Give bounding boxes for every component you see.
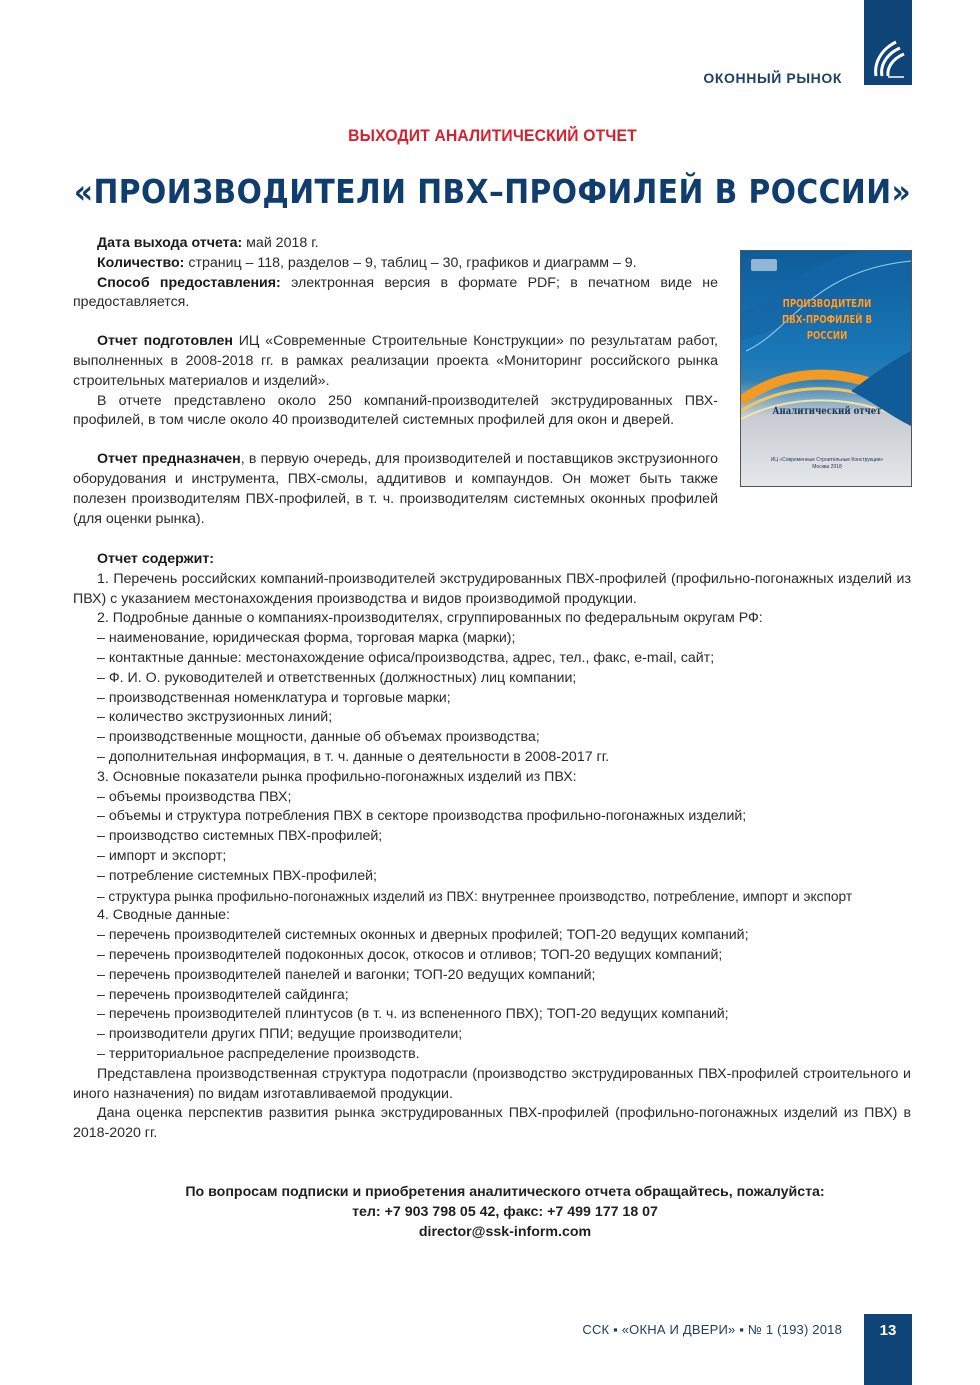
- contents-item: – дополнительная информация, в т. ч. данные о деятельности в 2008-2017 гг.: [97, 748, 610, 765]
- contents-item: 2. Подробные данные о компаниях-производителях, сгруппированных по федеральным округам РФ:: [97, 610, 763, 627]
- cover-title-line-1: ПРОИЗВОДИТЕЛИ: [782, 297, 872, 310]
- brand-tab: [864, 0, 912, 85]
- contents-item: – перечень производителей плинтусов (в т. ч. из вспененного ПВХ); ТОП-20 ведущих компаний;: [97, 1006, 729, 1023]
- contents-item: – производственные мощности, данные об объемах производства;: [97, 729, 540, 746]
- footer-publication: ССК ▪ «ОКНА И ДВЕРИ» ▪ № 1 (193) 2018: [582, 1322, 842, 1337]
- release-date-value: май 2018 г.: [242, 235, 319, 251]
- delivery-value: электронная версия в формате PDF; в печатном виде не предоставляется.: [73, 274, 718, 311]
- section-label: ОКОННЫЙ РЫНОК: [703, 70, 842, 86]
- contents-item: – Ф. И. О. руководителей и ответственных (должностных) лиц компании;: [97, 669, 577, 686]
- intended-text: , в первую очередь, для производителей и поставщиков экструзионного оборудования и инструмента, ПВХ-смолы, аддитивов и компаундов. Он может быть также полезен производителям ПВХ-профилей, в т. ч. производителям системных оконных профилей (для оценки рынка).: [73, 451, 718, 527]
- contact-phones: тел: +7 903 798 05 42, факс: +7 499 177 18 07: [352, 1204, 658, 1220]
- curved-lines-logo-icon: [870, 36, 906, 80]
- contents-item: 4. Сводные данные:: [97, 907, 230, 924]
- intended-paragraph: [73, 450, 718, 529]
- contents-item: – перечень производителей сайдинга;: [97, 986, 349, 1003]
- presented-paragraph: В отчете представлено около 250 компаний-производителей экструдированных ПВХ-профилей, в том числе около 40 производителей системных профилей для окон и дверей.: [73, 392, 718, 429]
- outlook-note: Дана оценка перспектив развития рынка экструдированных ПВХ-профилей (профильно-погонажных изделий из ПВХ) в 2018-2020 гг.: [73, 1105, 911, 1142]
- quantity-line: [73, 254, 718, 274]
- contents-item: – производители других ППИ; ведущие производители;: [97, 1026, 463, 1043]
- contact-email[interactable]: director@ssk-inform.com: [418, 1224, 592, 1240]
- contents-item: 3. Основные показатели рынка профильно-погонажных изделий из ПВХ:: [97, 768, 577, 785]
- contents-item: – перечень производителей системных оконных и дверных профилей; ТОП-20 ведущих компаний;: [97, 927, 749, 944]
- report-intro: [73, 234, 718, 529]
- report-cover-image: [740, 250, 912, 487]
- contents-item: – объемы и структура потребления ПВХ в секторе производства профильно-погонажных изделий;: [97, 808, 747, 825]
- prepared-label: Отчет подготовлен: [97, 333, 233, 350]
- contents-item: 1. Перечень российских компаний-производителей экструдированных ПВХ-профилей (профильно-погонажных изделий из ПВХ) с указанием местонахождения производства и видов производимой продукции.: [73, 570, 911, 607]
- contents-item: – перечень производителей подоконных досок, откосов и отливов; ТОП-20 ведущих компаний;: [97, 946, 723, 963]
- delivery-label: Способ предоставления:: [97, 274, 281, 291]
- contents-item: – производственная номенклатура и торговые марки;: [97, 689, 451, 706]
- contents-item: – контактные данные: местонахождение офиса/производства, адрес, тел., факс, e-mail, сайт;: [97, 649, 715, 666]
- release-date-label: Дата выхода отчета:: [97, 235, 243, 251]
- contents-heading: Отчет содержит:: [97, 551, 215, 567]
- cover-publisher-logo: [751, 259, 777, 271]
- contents-item: – потребление системных ПВХ-профилей;: [97, 867, 377, 884]
- contents-item: – территориальное распределение производств.: [97, 1045, 420, 1062]
- cover-city-year: Москва 2018: [812, 464, 842, 470]
- release-date-line: [73, 234, 718, 254]
- cover-wave-graphic: [741, 251, 911, 486]
- page-number-tab: [864, 1314, 912, 1385]
- contents-item: – объемы производства ПВХ;: [97, 788, 292, 805]
- contact-prompt: По вопросам подписки и приобретения аналитического отчета обращайтесь, пожалуйста:: [185, 1184, 825, 1200]
- contents-item: – наименование, юридическая форма, торговая марка (марки);: [97, 630, 516, 647]
- cover-publisher: [747, 457, 907, 471]
- quantity-label: Количество:: [97, 254, 185, 271]
- contents-item: – структура рынка профильно-погонажных изделий из ПВХ: внутреннее производство, потребление, импорт и экспорт: [97, 888, 853, 904]
- cover-title-line-2: ПВХ-ПРОФИЛЕЙ В РОССИИ: [781, 313, 873, 342]
- structure-note: Представлена производственная структура подотрасли (производство экструдированных ПВХ-профилей строительного и иного назначения) по видам изготавливаемой продукции.: [73, 1065, 911, 1102]
- page-title: «ПРОИЗВОДИТЕЛИ ПВХ–ПРОФИЛЕЙ В РОССИИ»: [73, 172, 912, 211]
- quantity-value: страниц – 118, разделов – 9, таблиц – 30, графиков и диаграмм – 9.: [184, 254, 637, 271]
- intended-label: Отчет предназначен: [97, 451, 241, 468]
- report-contents: [73, 550, 911, 1144]
- contents-item: – импорт и экспорт;: [97, 847, 227, 864]
- contents-item: – производство системных ПВХ-профилей;: [97, 828, 383, 845]
- prepared-text: ИЦ «Современные Строительные Конструкции» по результатам работ, выполненных в 2008-2018 гг. в рамках реализации проекта «Мониторинг российского рынка строительных материалов и изделий».: [73, 333, 718, 389]
- cover-subtitle: Аналитический отчет: [772, 406, 882, 417]
- prepared-paragraph: [73, 332, 718, 391]
- cover-title: [766, 296, 888, 344]
- contents-item: – количество экструзионных линий;: [97, 709, 333, 726]
- article-kicker: ВЫХОДИТ АНАЛИТИЧЕСКИЙ ОТЧЕТ: [348, 126, 637, 145]
- contact-block: [100, 1182, 910, 1242]
- cover-publisher-name: ИЦ «Современные Строительные Конструкции»: [770, 457, 884, 463]
- page-number: 13: [879, 1322, 897, 1339]
- contents-item: – перечень производителей панелей и вагонки; ТОП-20 ведущих компаний;: [97, 966, 596, 983]
- delivery-line: [73, 274, 718, 314]
